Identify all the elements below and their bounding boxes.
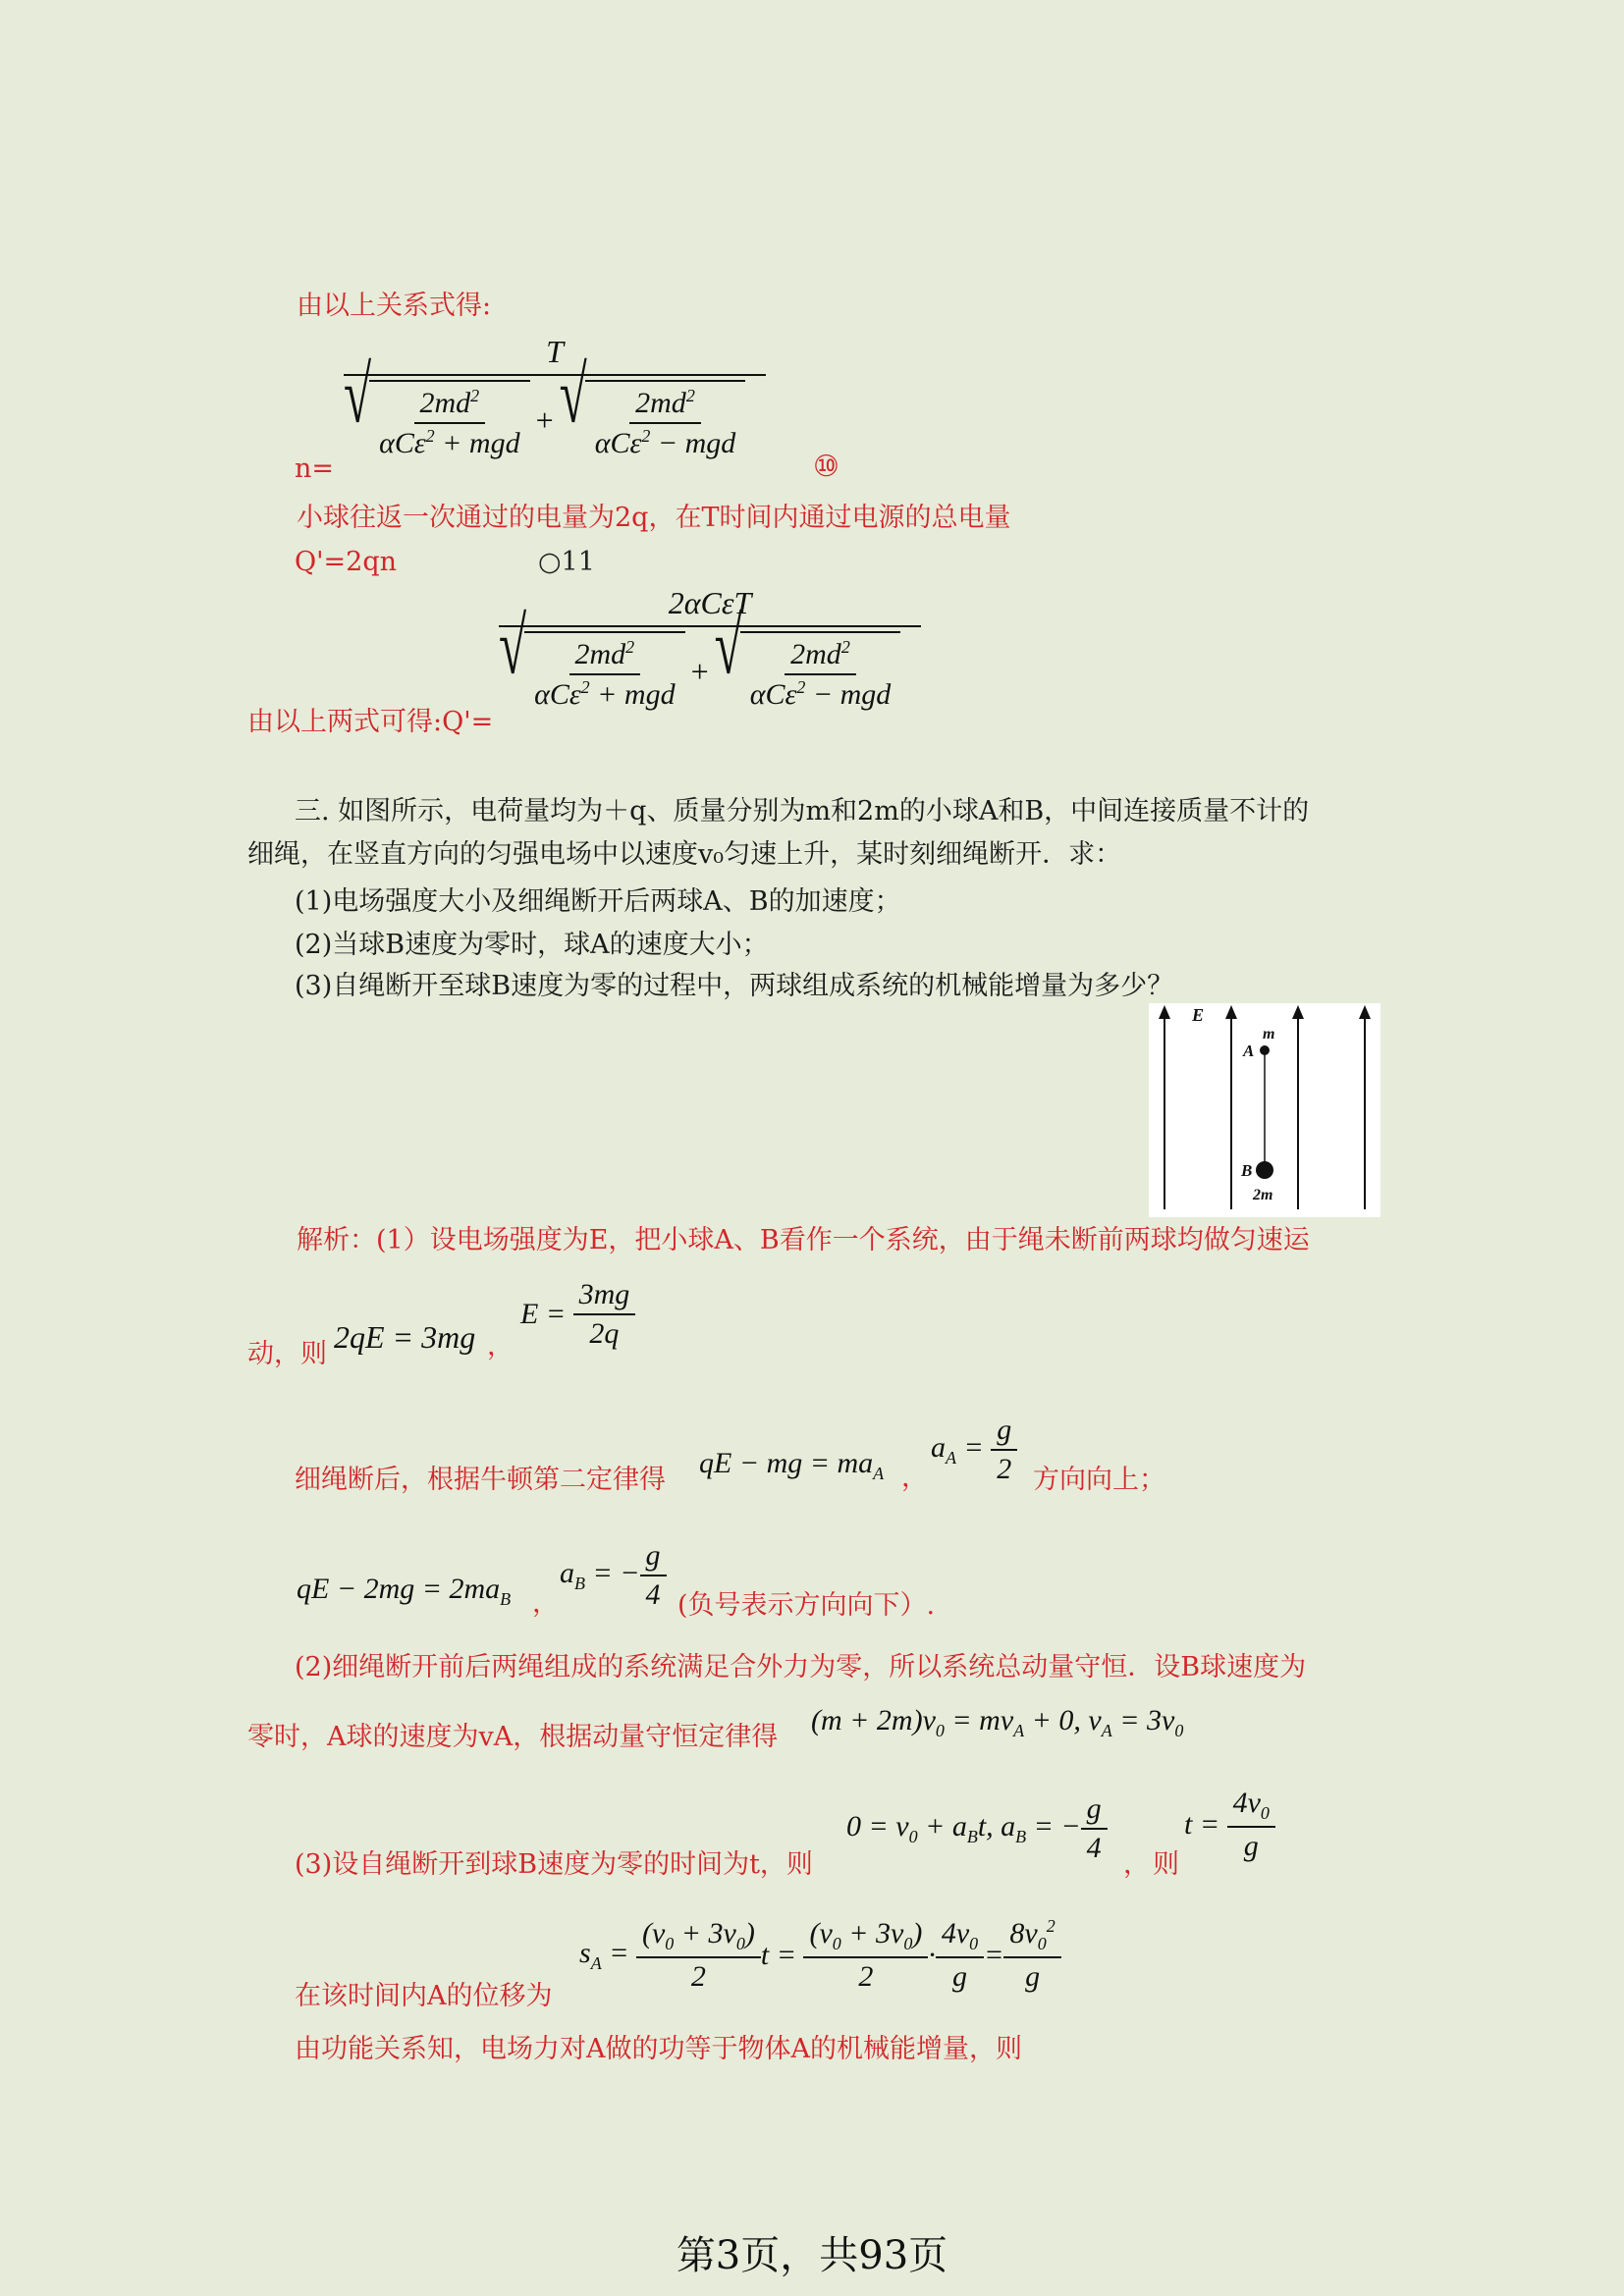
text-line: 由以上两式可得:Q'= [247, 707, 494, 737]
field-diagram [1149, 1003, 1380, 1217]
ball-b [1256, 1161, 1273, 1179]
text-line: 小球往返一次通过的电量为2q，在T时间内通过电源的总电量 [297, 503, 1011, 533]
punct: ， [532, 1588, 559, 1619]
solution-text: 动，则 [247, 1339, 327, 1369]
figure-electric-field [1149, 1003, 1380, 1217]
formula: $s_A$ = $\frac{(v_0 + 3v_0)}{2}$ t = $\frac{(v_0 + 3v_0)}{2}$ · $\frac{4v_0}{g}$ = $\frac{8v_0^2}{g}$ [579, 1916, 1061, 1994]
formula: $a_A$ = $\frac{g}{2}$ [931, 1414, 1017, 1486]
formula: qE − $2mg = 2ma_B$ [297, 1573, 512, 1609]
text-line: Q'=2qn [295, 547, 398, 577]
q-fraction: 2αCεT √ $\frac{2md^2}{\alpha C\varepsilon^2 + mgd}$ + √ $\frac{2md^2}{\alpha C\varepsilon^2 - mgd}$ [499, 585, 921, 712]
equation-tag: ○11 [538, 547, 595, 577]
solution-text: 解析：(1）设电场强度为E，把小球A、B看作一个系统，由于绳未断前两球均做匀速运 [297, 1225, 1310, 1255]
solution-text: 则 [1153, 1849, 1179, 1880]
formula: qE − mg = $ma_A$ [699, 1447, 885, 1483]
n-numerator: T [546, 334, 564, 369]
label-m: m [1263, 1026, 1275, 1042]
formula: $0 = v_0 + a_Bt$, $a_B$ = − $\frac{g}{4}$ [846, 1792, 1108, 1865]
label-e: E [1192, 1005, 1205, 1025]
problem-question: (2)当球B速度为零时，球A的速度大小； [295, 930, 769, 960]
q-numerator: 2αCεT [668, 585, 752, 620]
solution-text: 零时，A球的速度为vA，根据动量守恒定律得 [247, 1722, 779, 1752]
problem-question: (3)自绳断开至球B速度为零的过程中，两球组成系统的机械能增量为多少？ [295, 971, 1174, 1001]
n-label: n= [295, 454, 335, 484]
problem-text: 细绳，在竖直方向的匀强电场中以速度v₀匀速上升，某时刻细绳断开．求： [247, 839, 1122, 870]
formula: 2qE = 3mg [334, 1319, 476, 1355]
formula: t = $\frac{4v_0}{g}$ [1184, 1787, 1275, 1863]
solution-text: 在该时间内A的位移为 [295, 1981, 553, 2011]
solution-text: (2)细绳断开前后两绳组成的系统满足合外力为零，所以系统总动量守恒．设B球速度为 [295, 1652, 1307, 1682]
text-line: 由以上关系式得: [297, 291, 492, 321]
solution-text: (负号表示方向向下）. [677, 1590, 936, 1621]
page-number: 第3页，共93页 [676, 2233, 948, 2278]
punct: ， [1123, 1849, 1150, 1880]
solution-text: 方向向上； [1033, 1465, 1165, 1495]
n-fraction: T √ $\frac{2md^2}{\alpha C\varepsilon^2 + mgd}$ + √ $\frac{2md^2}{\alpha C\varepsilon^2 - mgd}$ [344, 334, 766, 460]
label-2m: 2m [1253, 1187, 1273, 1203]
label-b: B [1241, 1161, 1253, 1180]
formula: $a_B$ = − $\frac{g}{4}$ [560, 1539, 667, 1612]
punct: ， [901, 1463, 928, 1493]
label-a: A [1243, 1041, 1255, 1060]
punct: ， [487, 1331, 514, 1362]
solution-text: 由功能关系知，电场力对A做的功等于物体A的机械能增量，则 [295, 2034, 1022, 2064]
equation-tag: ⑩ [813, 450, 839, 484]
formula: $(m + 2m)v_0 = mv_A + 0$, $v_A = 3v_0$ [811, 1704, 1184, 1740]
problem-text: 三. 如图所示，电荷量均为＋q、质量分别为m和2m的小球A和B，中间连接质量不计的 [295, 796, 1310, 827]
problem-question: (1)电场强度大小及细绳断开后两球A、B的加速度； [295, 886, 901, 917]
solution-text: (3)设自绳断开到球B速度为零的时间为t，则 [295, 1849, 813, 1880]
solution-text: 细绳断后，根据牛顿第二定律得 [295, 1465, 666, 1495]
formula: E = $\frac{3mg}{2q}$ [520, 1278, 635, 1351]
ball-a [1260, 1045, 1270, 1055]
